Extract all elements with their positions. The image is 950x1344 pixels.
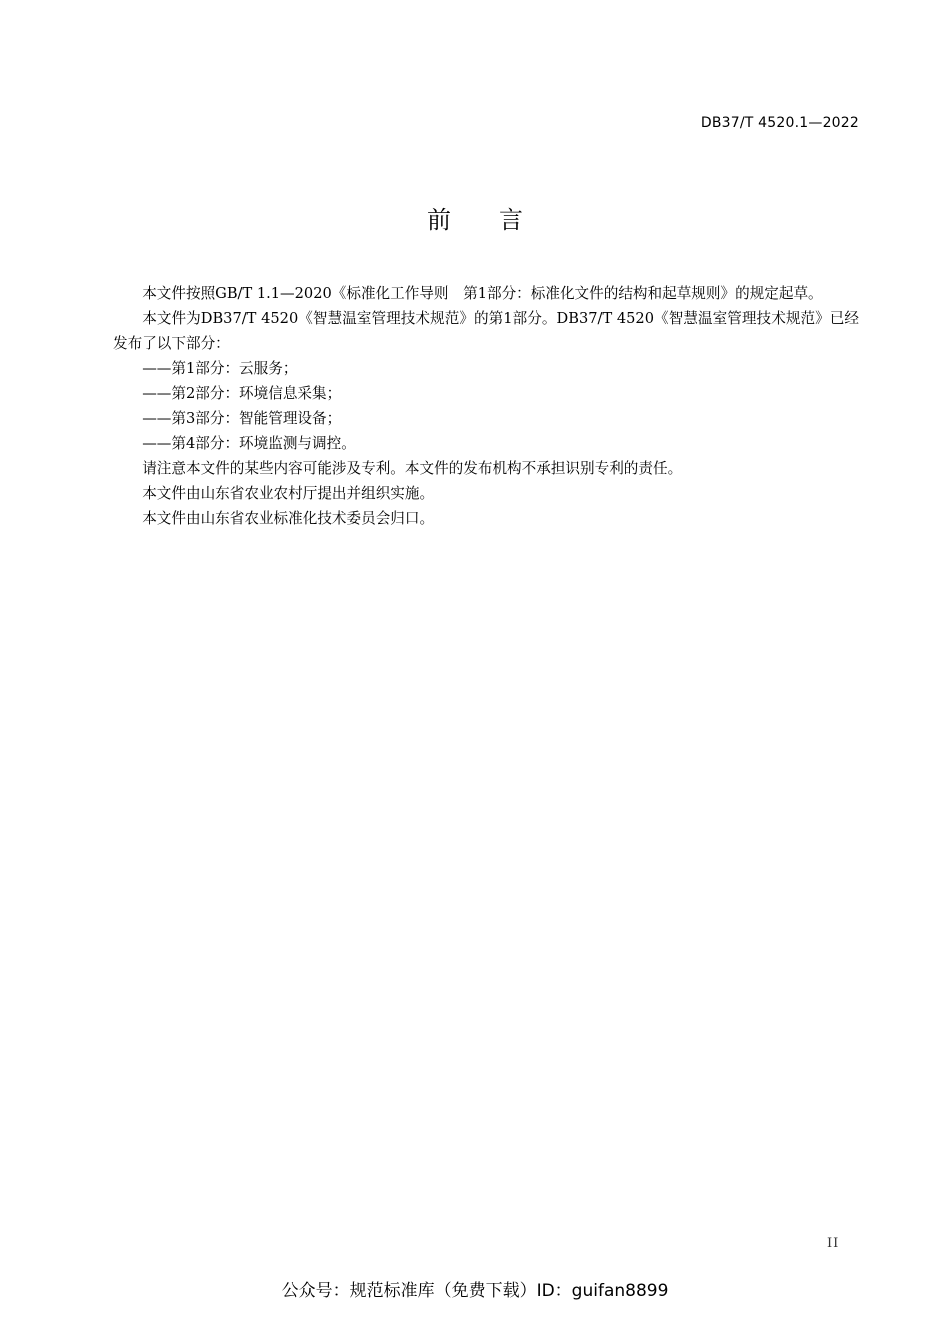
list-item-part-4: ——第4部分：环境监测与调控。 [142, 435, 356, 452]
paragraph-technical-committee: 本文件由山东省农业标准化技术委员会归口。 [142, 510, 435, 527]
title-char-1: 前 [427, 206, 451, 234]
paragraph-part-statement: 本文件为DB37/T 4520《智慧温室管理技术规范》的第1部分。DB37/T 4520《智慧温室管理技术规范》已经发布了以下部分： [113, 310, 859, 352]
page-title [0, 200, 950, 235]
document-code: DB37/T 4520.1—2022 [700, 115, 859, 131]
paragraph-patent-notice: 请注意本文件的某些内容可能涉及专利。本文件的发布机构不承担识别专利的责任。 [142, 460, 683, 477]
list-item-part-2: ——第2部分：环境信息采集； [142, 385, 342, 402]
paragraph-drafting-rules: 本文件按照GB/T 1.1—2020《标准化工作导则 第1部分：标准化文件的结构和起草规则》的规定起草。 [142, 285, 823, 302]
footer-watermark-text: 公众号：规范标准库（免费下载）ID：guifan8899 [281, 1281, 669, 1301]
foreword-body [113, 281, 859, 531]
page-number: II [827, 1236, 840, 1251]
list-item-part-3: ——第3部分：智能管理设备； [142, 410, 342, 427]
list-item-part-1: ——第1部分：云服务； [142, 360, 298, 377]
title-char-2: 言 [499, 206, 523, 234]
paragraph-proposer: 本文件由山东省农业农村厅提出并组织实施。 [142, 485, 435, 502]
